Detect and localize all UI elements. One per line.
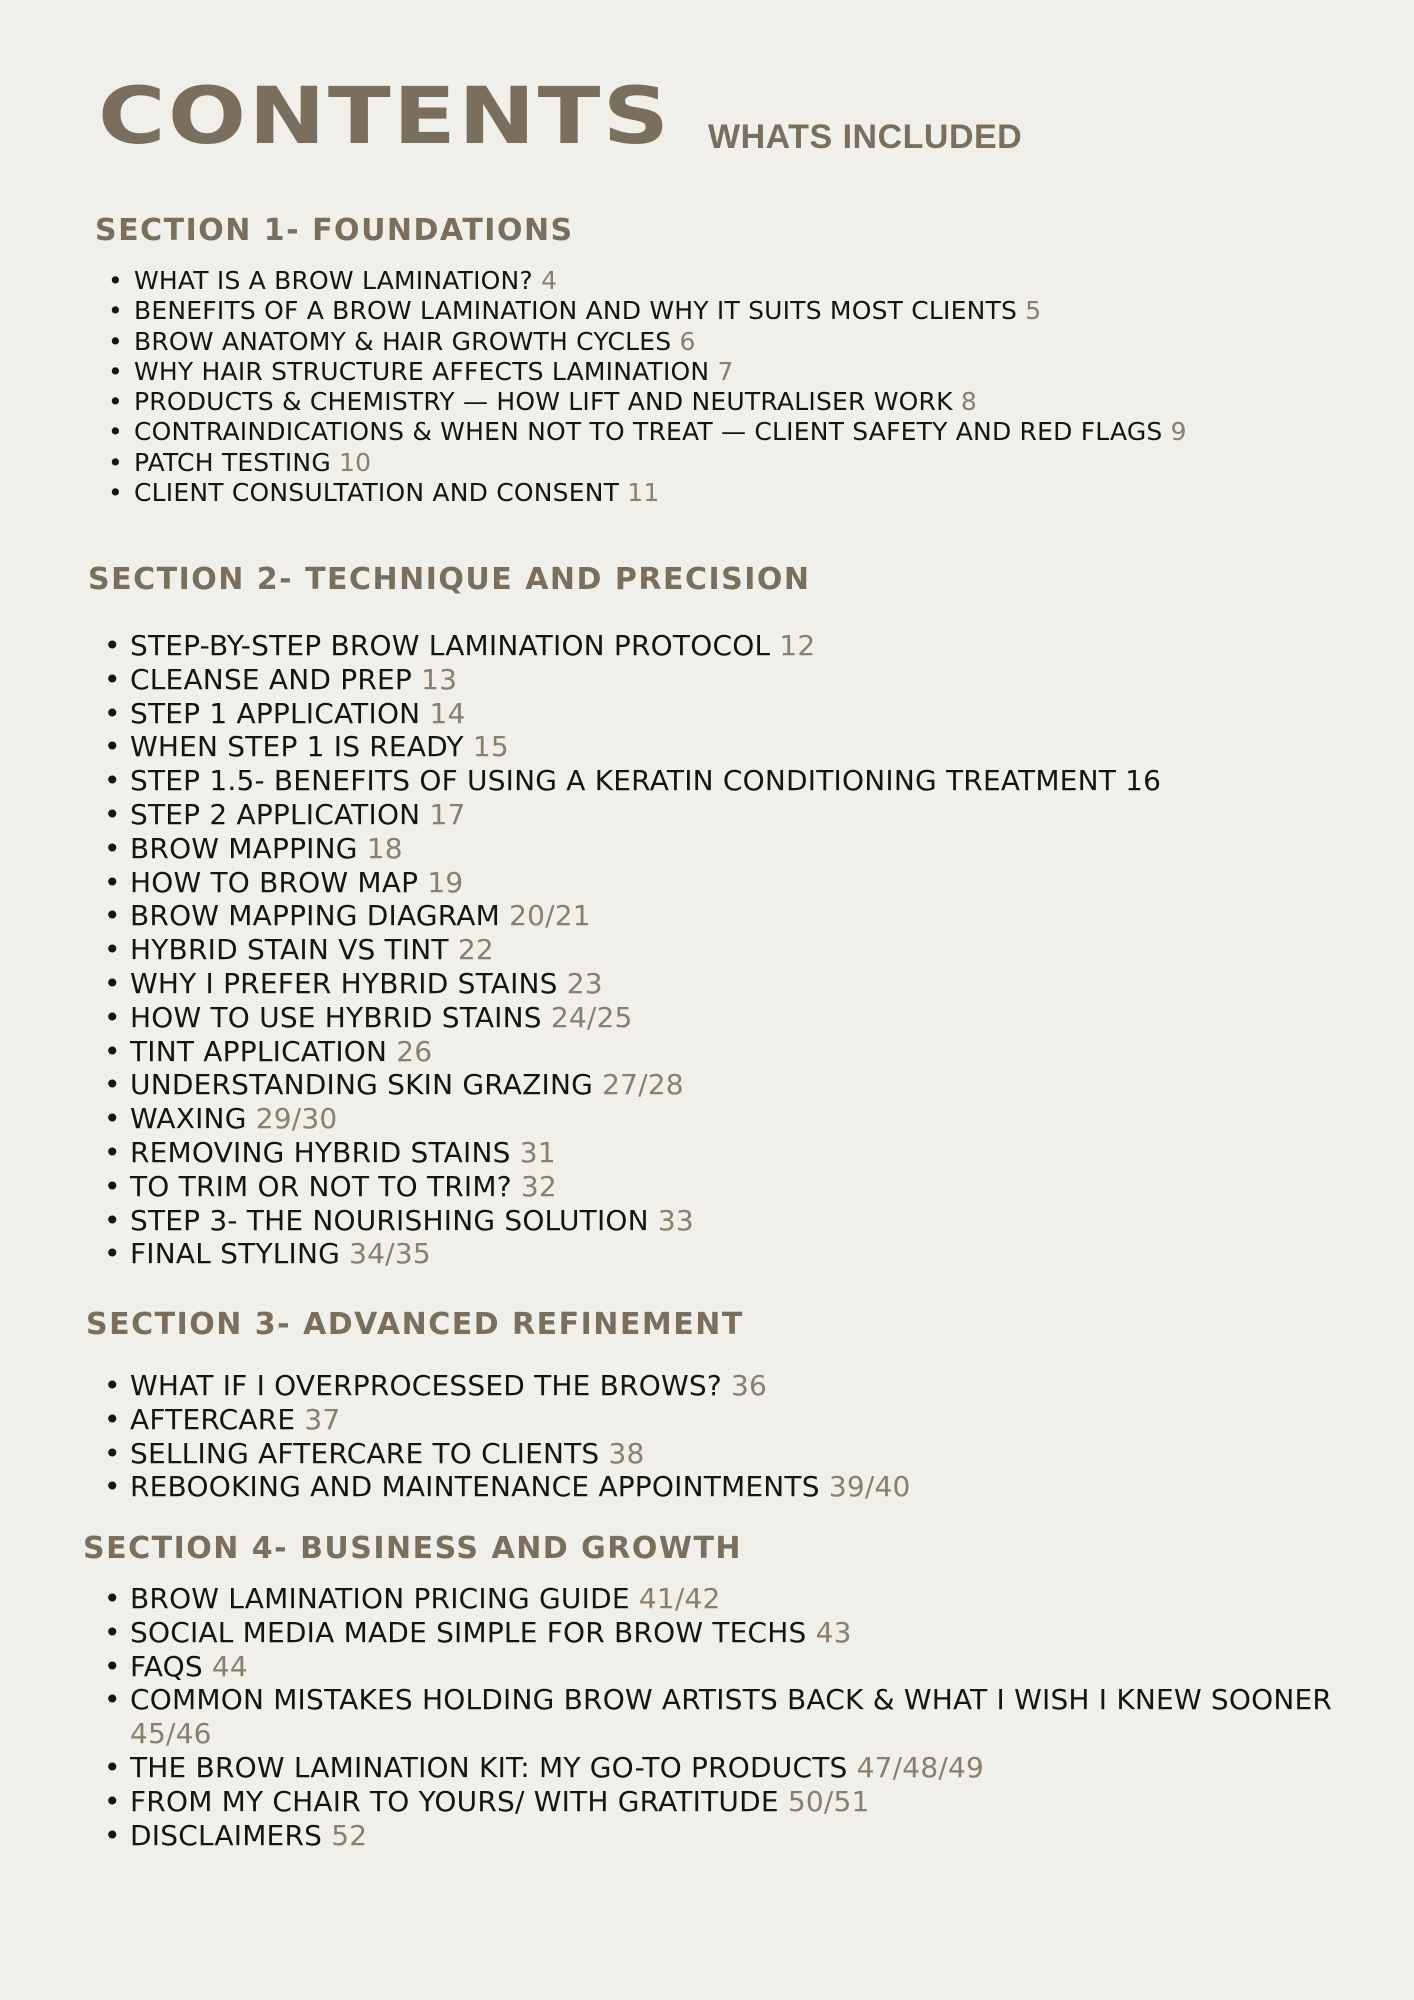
contents-item-page-number: 31	[519, 1135, 556, 1169]
contents-item-label: BROW ANATOMY & HAIR GROWTH CYCLES	[134, 326, 672, 356]
contents-item	[100, 764, 1340, 798]
contents-item	[100, 663, 1340, 697]
contents-item-label: SELLING AFTERCARE TO CLIENTS	[130, 1436, 600, 1470]
contents-item-label: FAQS	[130, 1649, 203, 1683]
contents-item-label: UNDERSTANDING SKIN GRAZING	[130, 1068, 594, 1102]
page-header	[98, 72, 672, 162]
contents-item-page-number: 4	[541, 266, 558, 295]
contents-item	[100, 1683, 1340, 1751]
contents-item-label: HOW TO USE HYBRID STAINS	[130, 1000, 542, 1034]
contents-item	[100, 1470, 1340, 1504]
contents-item-page-number: 37	[304, 1402, 341, 1436]
contents-item-label: WHEN STEP 1 IS READY	[130, 730, 464, 764]
contents-item-page-number: 47/48/49	[856, 1750, 984, 1784]
contents-item-label: HYBRID STAIN VS TINT	[130, 933, 449, 967]
contents-item-page-number: 33	[657, 1203, 694, 1237]
contents-item	[100, 697, 1340, 731]
contents-item	[100, 1136, 1340, 1170]
contents-item	[104, 478, 1344, 508]
page-title: CONTENTS	[98, 72, 672, 162]
section-2-list	[100, 629, 1340, 1271]
contents-item-label: AFTERCARE	[130, 1402, 296, 1436]
contents-item-page-number: 22	[457, 933, 494, 967]
contents-item-label: HOW TO BROW MAP	[130, 865, 419, 899]
contents-item	[100, 629, 1340, 663]
contents-item-label: FINAL STYLING	[130, 1237, 341, 1271]
contents-item	[104, 387, 1344, 417]
section-4-title: SECTION 4- BUSINESS AND GROWTH	[83, 1531, 743, 1566]
contents-item-page-number: 8	[960, 387, 977, 417]
contents-item-page-number: 44	[211, 1649, 248, 1683]
contents-item	[100, 899, 1340, 933]
contents-item	[100, 1751, 1340, 1785]
contents-item	[104, 448, 1344, 478]
section-2-title: SECTION 2- TECHNIQUE AND PRECISION	[88, 562, 811, 597]
contents-item-page-number: 7	[717, 356, 734, 386]
contents-item-label: COMMON MISTAKES HOLDING BROW ARTISTS BACK & WHAT I WISH I KNEW SOONER	[130, 1683, 1333, 1717]
contents-item	[100, 933, 1340, 967]
contents-item-label: CLEANSE AND PREP	[130, 662, 412, 696]
contents-item-page-number: 27/28	[602, 1068, 684, 1102]
section-3-list	[100, 1369, 1340, 1504]
contents-item-label: CONTRAINDICATIONS & WHEN NOT TO TREAT — CLIENT SAFETY AND RED FLAGS	[134, 417, 1163, 447]
contents-item	[100, 832, 1340, 866]
contents-item	[100, 1237, 1340, 1271]
contents-item	[100, 1819, 1340, 1853]
contents-item	[100, 1001, 1340, 1035]
contents-item-page-number: 12	[779, 629, 816, 662]
contents-item-page-number: 17	[429, 797, 466, 831]
contents-item	[100, 1437, 1340, 1471]
contents-item-label: STEP 3- THE NOURISHING SOLUTION	[130, 1203, 649, 1237]
contents-item-label: REMOVING HYBRID STAINS	[130, 1135, 511, 1169]
contents-item	[100, 1102, 1340, 1136]
contents-item-page-number: 15	[472, 730, 509, 764]
contents-item-label: SOCIAL MEDIA MADE SIMPLE FOR BROW TECHS	[130, 1615, 807, 1649]
contents-item-label: BROW MAPPING	[130, 831, 358, 865]
contents-item	[100, 798, 1340, 832]
contents-item-page-number: 34/35	[349, 1237, 431, 1271]
contents-item-page-number: 39/40	[828, 1470, 911, 1504]
contents-item-label: WAXING	[130, 1102, 247, 1136]
contents-item	[100, 1582, 1340, 1616]
contents-item-label: WHY I PREFER HYBRID STAINS	[130, 966, 558, 1000]
contents-item-label: BENEFITS OF A BROW LAMINATION AND WHY IT SUITS MOST CLIENTS	[134, 296, 1018, 326]
contents-item	[100, 866, 1340, 900]
contents-item-page-number: 23	[566, 966, 603, 1000]
contents-item-page-number: 32	[520, 1169, 557, 1203]
contents-item-label: CLIENT CONSULTATION AND CONSENT	[134, 478, 620, 508]
contents-item-page-number: 36	[731, 1369, 768, 1402]
contents-item-label: FROM MY CHAIR TO YOURS/ WITH GRATITUDE	[130, 1784, 779, 1818]
contents-item	[100, 1170, 1340, 1204]
contents-item-page-number: 41/42	[638, 1582, 721, 1615]
contents-item	[100, 1616, 1340, 1650]
section-1-list	[104, 266, 1344, 508]
contents-item-page-number: 52	[331, 1818, 368, 1852]
contents-item-page-number: 13	[421, 662, 458, 696]
contents-item	[100, 1403, 1340, 1437]
contents-item-label: PRODUCTS & CHEMISTRY — HOW LIFT AND NEUTRALISER WORK	[134, 387, 953, 417]
contents-item	[104, 266, 1344, 296]
contents-item-page-number: 18	[366, 831, 403, 865]
contents-item	[100, 730, 1340, 764]
contents-item	[104, 417, 1344, 447]
contents-item-page-number: 45/46	[130, 1717, 212, 1751]
contents-item	[100, 1204, 1340, 1238]
contents-item-label: TINT APPLICATION	[130, 1034, 388, 1068]
contents-item	[104, 357, 1344, 387]
contents-item-page-number: 11	[627, 478, 660, 508]
contents-item	[104, 296, 1344, 326]
contents-item-label: PATCH TESTING	[134, 447, 331, 477]
contents-item	[100, 1369, 1340, 1403]
contents-item-label: STEP 1.5- BENEFITS OF USING A KERATIN CONDITIONING TREATMENT 16	[130, 764, 1162, 798]
contents-item-page-number: 29/30	[255, 1102, 338, 1136]
contents-item	[100, 967, 1340, 1001]
contents-item-page-number: 26	[396, 1034, 433, 1068]
contents-item-label: REBOOKING AND MAINTENANCE APPOINTMENTS	[130, 1470, 820, 1504]
page-subtitle: WHATS INCLUDED	[708, 118, 1023, 156]
contents-item-page-number: 38	[608, 1436, 645, 1470]
contents-item	[100, 1650, 1340, 1684]
contents-item-page-number: 5	[1025, 296, 1042, 326]
contents-item-label: THE BROW LAMINATION KIT: MY GO-TO PRODUCTS	[130, 1750, 848, 1784]
contents-item-label: BROW MAPPING DIAGRAM	[130, 899, 500, 933]
contents-item-page-number: 14	[429, 696, 466, 730]
contents-item-page-number: 43	[815, 1615, 852, 1649]
contents-item-label: DISCLAIMERS	[130, 1818, 323, 1852]
contents-item-page-number: 19	[427, 865, 464, 899]
contents-item-label: STEP 1 APPLICATION	[130, 696, 421, 730]
contents-item-label: WHAT IF I OVERPROCESSED THE BROWS?	[130, 1369, 722, 1402]
contents-item-label: BROW LAMINATION PRICING GUIDE	[130, 1582, 630, 1615]
contents-item-page-number: 10	[339, 447, 372, 477]
section-1-title: SECTION 1- FOUNDATIONS	[95, 213, 574, 248]
contents-item	[100, 1068, 1340, 1102]
section-4-list	[100, 1582, 1340, 1852]
contents-item-page-number: 50/51	[787, 1784, 870, 1818]
contents-item-label: WHAT IS A BROW LAMINATION?	[134, 266, 533, 295]
contents-item-label: STEP 2 APPLICATION	[130, 797, 421, 831]
contents-item-label: STEP-BY-STEP BROW LAMINATION PROTOCOL	[130, 629, 771, 662]
contents-item-page-number: 24/25	[550, 1000, 633, 1034]
contents-item	[104, 327, 1344, 357]
contents-item	[100, 1035, 1340, 1069]
contents-item-label: TO TRIM OR NOT TO TRIM?	[130, 1169, 512, 1203]
contents-item	[100, 1785, 1340, 1819]
contents-item-page-number: 9	[1170, 417, 1187, 447]
section-3-title: SECTION 3- ADVANCED REFINEMENT	[86, 1307, 744, 1342]
contents-item-page-number: 6	[679, 326, 696, 356]
contents-item-label: WHY HAIR STRUCTURE AFFECTS LAMINATION	[134, 356, 710, 386]
contents-item-page-number: 20/21	[509, 899, 591, 933]
